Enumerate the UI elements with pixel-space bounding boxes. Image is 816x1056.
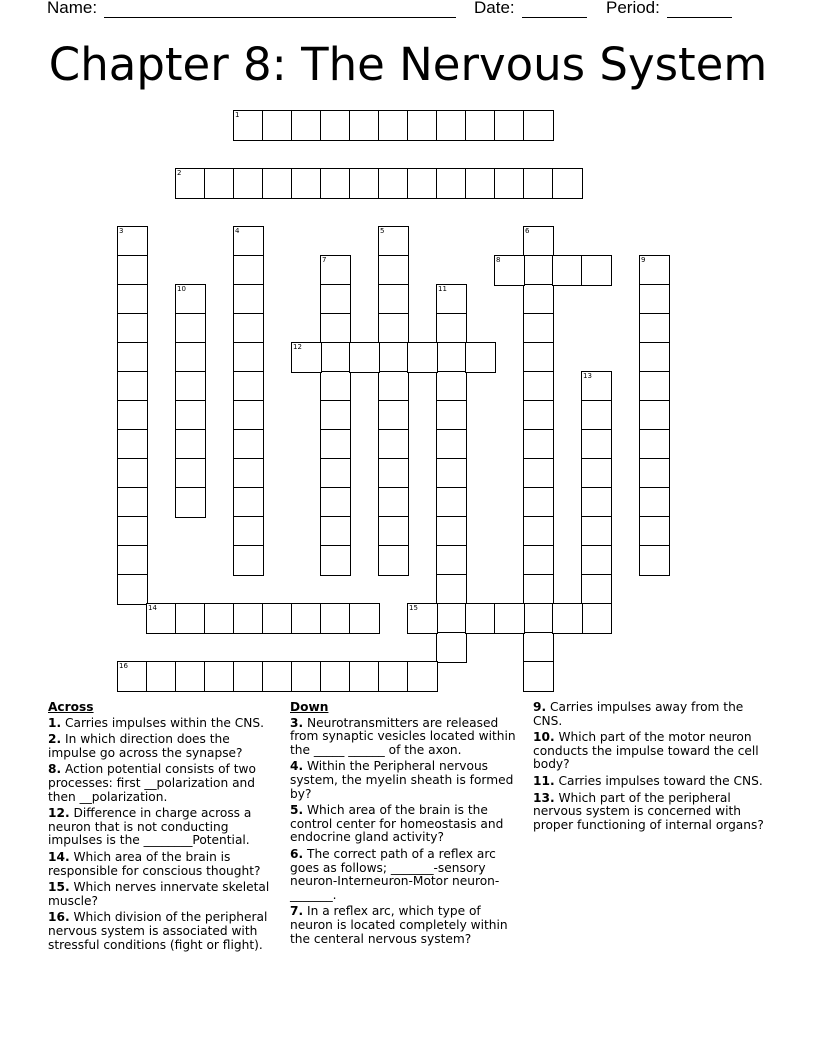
grid-cell[interactable] bbox=[117, 487, 148, 518]
grid-cell[interactable] bbox=[320, 342, 351, 373]
clue-item bbox=[48, 733, 278, 760]
grid-cell[interactable] bbox=[523, 400, 554, 431]
grid-cell[interactable] bbox=[523, 284, 554, 315]
grid-cell[interactable] bbox=[349, 168, 380, 199]
grid-cell[interactable] bbox=[436, 284, 467, 315]
grid-cell[interactable] bbox=[320, 545, 351, 576]
grid-cell[interactable] bbox=[378, 661, 409, 692]
clue-text: In a reflex arc, which type of neuron is located completely within the centeral nervous system? bbox=[290, 904, 508, 946]
grid-cell[interactable] bbox=[320, 429, 351, 460]
grid-cell[interactable] bbox=[436, 574, 467, 605]
grid-cell[interactable] bbox=[378, 255, 409, 286]
grid-cell[interactable] bbox=[117, 342, 148, 373]
grid-cell[interactable] bbox=[494, 110, 525, 141]
grid-cell[interactable] bbox=[175, 458, 206, 489]
clue-number: 13. bbox=[533, 790, 555, 805]
grid-cell[interactable] bbox=[175, 603, 206, 634]
grid-cell[interactable] bbox=[581, 371, 612, 402]
date-label: Date: bbox=[474, 0, 515, 17]
clue-number-label: 9 bbox=[641, 256, 646, 264]
clue-number: 6. bbox=[290, 846, 304, 861]
clue-text: Which part of the motor neuron conducts the impulse toward the cell body? bbox=[533, 730, 759, 772]
clue-item bbox=[48, 881, 278, 908]
grid-cell[interactable] bbox=[436, 110, 467, 141]
grid-cell[interactable] bbox=[291, 603, 322, 634]
clue-number: 8. bbox=[48, 762, 62, 777]
grid-cell[interactable] bbox=[233, 226, 264, 257]
grid-cell[interactable] bbox=[378, 371, 409, 402]
grid-cell[interactable] bbox=[581, 487, 612, 518]
grid-cell[interactable] bbox=[494, 603, 525, 634]
clue-item bbox=[533, 731, 773, 772]
grid-cell[interactable] bbox=[320, 284, 351, 315]
grid-cell[interactable] bbox=[436, 400, 467, 431]
grid-cell[interactable] bbox=[233, 342, 264, 373]
clue-number: 14. bbox=[48, 849, 70, 864]
grid-cell[interactable] bbox=[233, 516, 264, 547]
clue-number: 7. bbox=[290, 904, 304, 919]
grid-cell[interactable] bbox=[117, 371, 148, 402]
grid-cell[interactable] bbox=[233, 284, 264, 315]
clue-item bbox=[533, 775, 773, 789]
grid-cell[interactable] bbox=[233, 371, 264, 402]
grid-cell[interactable] bbox=[523, 516, 554, 547]
grid-cell[interactable] bbox=[233, 110, 264, 141]
period-label: Period: bbox=[606, 0, 660, 17]
grid-cell[interactable] bbox=[581, 516, 612, 547]
grid-cell[interactable] bbox=[320, 400, 351, 431]
grid-cell[interactable] bbox=[204, 661, 235, 692]
clue-number: 3. bbox=[290, 715, 304, 730]
clue-number: 1. bbox=[48, 715, 62, 730]
grid-cell[interactable] bbox=[378, 400, 409, 431]
grid-cell[interactable] bbox=[175, 313, 206, 344]
grid-cell[interactable] bbox=[233, 313, 264, 344]
grid-cell[interactable] bbox=[378, 342, 409, 373]
period-blank[interactable] bbox=[667, 17, 732, 18]
grid-cell[interactable] bbox=[262, 661, 293, 692]
grid-cell[interactable] bbox=[146, 661, 177, 692]
clue-item bbox=[48, 763, 278, 804]
grid-cell[interactable] bbox=[117, 516, 148, 547]
grid-cell[interactable] bbox=[233, 255, 264, 286]
clue-text: Carries impulses toward the CNS. bbox=[554, 773, 763, 788]
clue-number: 11. bbox=[533, 773, 555, 788]
clue-number-label: 2 bbox=[177, 169, 182, 177]
grid-cell[interactable] bbox=[320, 313, 351, 344]
clue-item bbox=[290, 905, 526, 946]
clue-number-label: 12 bbox=[293, 343, 302, 351]
grid-cell[interactable] bbox=[291, 661, 322, 692]
grid-cell[interactable] bbox=[175, 661, 206, 692]
grid-cell[interactable] bbox=[436, 429, 467, 460]
clue-number-label: 1 bbox=[235, 111, 240, 119]
grid-cell[interactable] bbox=[291, 110, 322, 141]
grid-cell[interactable] bbox=[117, 458, 148, 489]
grid-cell[interactable] bbox=[407, 603, 438, 634]
grid-cell[interactable] bbox=[523, 110, 554, 141]
clue-number-label: 10 bbox=[177, 285, 186, 293]
grid-cell[interactable] bbox=[465, 168, 496, 199]
clue-item bbox=[290, 717, 526, 758]
grid-cell[interactable] bbox=[581, 429, 612, 460]
clue-item bbox=[48, 911, 278, 952]
grid-cell[interactable] bbox=[378, 313, 409, 344]
clue-number: 5. bbox=[290, 803, 304, 818]
clue-item bbox=[48, 851, 278, 878]
grid-cell[interactable] bbox=[523, 632, 554, 663]
grid-cell[interactable] bbox=[436, 313, 467, 344]
grid-cell[interactable] bbox=[378, 284, 409, 315]
clue-text: Which area of the brain is the control center for homeostasis and endocrine gland activity? bbox=[290, 803, 504, 845]
down-heading: Down bbox=[290, 700, 329, 714]
grid-cell[interactable] bbox=[523, 168, 554, 199]
grid-cell[interactable] bbox=[523, 255, 554, 286]
grid-cell[interactable] bbox=[581, 458, 612, 489]
grid-cell[interactable] bbox=[436, 371, 467, 402]
clue-item bbox=[533, 701, 773, 728]
clue-item bbox=[48, 807, 278, 848]
grid-cell[interactable] bbox=[523, 545, 554, 576]
grid-cell[interactable] bbox=[378, 429, 409, 460]
page-title: Chapter 8: The Nervous System bbox=[48, 38, 768, 91]
grid-cell[interactable] bbox=[233, 603, 264, 634]
grid-cell[interactable] bbox=[320, 487, 351, 518]
clue-number: 15. bbox=[48, 880, 70, 895]
grid-cell[interactable] bbox=[639, 429, 670, 460]
grid-cell[interactable] bbox=[436, 545, 467, 576]
grid-cell[interactable] bbox=[639, 400, 670, 431]
grid-cell[interactable] bbox=[349, 661, 380, 692]
clue-number-label: 15 bbox=[409, 604, 418, 612]
grid-cell[interactable] bbox=[233, 458, 264, 489]
grid-cell[interactable] bbox=[117, 226, 148, 257]
grid-cell[interactable] bbox=[523, 371, 554, 402]
grid-cell[interactable] bbox=[175, 371, 206, 402]
grid-cell[interactable] bbox=[639, 371, 670, 402]
grid-cell[interactable] bbox=[581, 255, 612, 286]
clue-number-label: 14 bbox=[148, 604, 157, 612]
grid-cell[interactable] bbox=[523, 226, 554, 257]
grid-cell[interactable] bbox=[378, 516, 409, 547]
grid-cell[interactable] bbox=[407, 110, 438, 141]
date-blank[interactable] bbox=[522, 17, 587, 18]
clue-number-label: 8 bbox=[496, 256, 501, 264]
grid-cell[interactable] bbox=[117, 429, 148, 460]
grid-cell[interactable] bbox=[320, 516, 351, 547]
grid-cell[interactable] bbox=[349, 603, 380, 634]
grid-cell[interactable] bbox=[436, 342, 467, 373]
clue-item bbox=[533, 792, 773, 833]
clue-number-label: 7 bbox=[322, 256, 327, 264]
clue-number: 12. bbox=[48, 806, 70, 821]
grid-cell[interactable] bbox=[552, 168, 583, 199]
clue-item bbox=[290, 848, 526, 902]
grid-cell[interactable] bbox=[523, 342, 554, 373]
grid-cell[interactable] bbox=[407, 342, 438, 373]
grid-cell[interactable] bbox=[291, 342, 322, 373]
grid-cell[interactable] bbox=[378, 545, 409, 576]
grid-cell[interactable] bbox=[204, 168, 235, 199]
down-clues-continued bbox=[533, 701, 773, 835]
grid-cell[interactable] bbox=[523, 487, 554, 518]
clue-number: 2. bbox=[48, 732, 62, 747]
grid-cell[interactable] bbox=[349, 110, 380, 141]
grid-cell[interactable] bbox=[552, 603, 583, 634]
clue-number-label: 3 bbox=[119, 227, 124, 235]
clue-item bbox=[290, 760, 526, 801]
grid-cell[interactable] bbox=[465, 110, 496, 141]
grid-cell[interactable] bbox=[436, 516, 467, 547]
grid-cell[interactable] bbox=[378, 487, 409, 518]
grid-cell[interactable] bbox=[581, 400, 612, 431]
grid-cell[interactable] bbox=[117, 284, 148, 315]
grid-cell[interactable] bbox=[436, 458, 467, 489]
grid-cell[interactable] bbox=[494, 255, 525, 286]
grid-cell[interactable] bbox=[523, 574, 554, 605]
grid-cell[interactable] bbox=[639, 255, 670, 286]
grid-cell[interactable] bbox=[494, 168, 525, 199]
grid-cell[interactable] bbox=[552, 255, 583, 286]
grid-cell[interactable] bbox=[581, 574, 612, 605]
clue-item bbox=[48, 717, 278, 731]
clue-number-label: 13 bbox=[583, 372, 592, 380]
name-blank[interactable] bbox=[104, 17, 456, 18]
grid-cell[interactable] bbox=[523, 458, 554, 489]
grid-cell[interactable] bbox=[117, 574, 148, 605]
clue-text: Carries impulses within the CNS. bbox=[61, 715, 265, 730]
grid-cell[interactable] bbox=[436, 168, 467, 199]
grid-cell[interactable] bbox=[378, 458, 409, 489]
grid-cell[interactable] bbox=[233, 545, 264, 576]
grid-cell[interactable] bbox=[320, 371, 351, 402]
clue-number-label: 6 bbox=[525, 227, 530, 235]
clue-text: Which area of the brain is responsible for conscious thought? bbox=[48, 849, 261, 878]
clue-item bbox=[290, 804, 526, 845]
grid-cell[interactable] bbox=[233, 168, 264, 199]
grid-cell[interactable] bbox=[581, 603, 612, 634]
clue-text: Which division of the peripheral nervous system is associated with stressful conditions (fight or flight). bbox=[48, 910, 268, 952]
grid-cell[interactable] bbox=[349, 342, 380, 373]
across-heading: Across bbox=[48, 700, 94, 714]
clue-number-label: 16 bbox=[119, 662, 128, 670]
grid-cell[interactable] bbox=[262, 603, 293, 634]
grid-cell[interactable] bbox=[523, 313, 554, 344]
clue-number: 4. bbox=[290, 759, 304, 774]
clue-number: 10. bbox=[533, 730, 555, 745]
across-clues bbox=[48, 701, 278, 955]
grid-cell[interactable] bbox=[291, 168, 322, 199]
clue-text: Which part of the peripheral nervous system is concerned with proper functioning of internal organs? bbox=[533, 790, 764, 832]
grid-cell[interactable] bbox=[639, 516, 670, 547]
grid-cell[interactable] bbox=[175, 429, 206, 460]
down-clues bbox=[290, 701, 526, 949]
grid-cell[interactable] bbox=[465, 342, 496, 373]
grid-cell[interactable] bbox=[117, 400, 148, 431]
grid-cell[interactable] bbox=[581, 545, 612, 576]
grid-cell[interactable] bbox=[639, 313, 670, 344]
clue-number-label: 11 bbox=[438, 285, 447, 293]
grid-cell[interactable] bbox=[175, 487, 206, 518]
grid-cell[interactable] bbox=[262, 110, 293, 141]
clue-text: Neurotransmitters are released from synaptic vesicles located within the _____ ______ of the axon. bbox=[290, 715, 516, 757]
grid-cell[interactable] bbox=[320, 458, 351, 489]
grid-cell[interactable] bbox=[204, 603, 235, 634]
grid-cell[interactable] bbox=[262, 168, 293, 199]
grid-cell[interactable] bbox=[523, 429, 554, 460]
name-label: Name: bbox=[47, 0, 98, 17]
grid-cell[interactable] bbox=[117, 255, 148, 286]
grid-cell[interactable] bbox=[233, 487, 264, 518]
grid-cell[interactable] bbox=[523, 603, 554, 634]
clue-text: Which nerves innervate skeletal muscle? bbox=[48, 880, 270, 908]
grid-cell[interactable] bbox=[320, 603, 351, 634]
clue-text: The correct path of a reflex arc goes as follows; _______-sensory neuron-Interneuron-Motor neuron-_______. bbox=[290, 846, 500, 902]
clue-text: In which direction does the impulse go across the synapse? bbox=[48, 732, 243, 760]
grid-cell[interactable] bbox=[175, 168, 206, 199]
grid-cell[interactable] bbox=[436, 487, 467, 518]
grid-cell[interactable] bbox=[117, 545, 148, 576]
grid-cell[interactable] bbox=[523, 661, 554, 692]
clue-number: 9. bbox=[533, 700, 547, 714]
grid-cell[interactable] bbox=[320, 168, 351, 199]
clue-number: 16. bbox=[48, 910, 70, 925]
grid-cell[interactable] bbox=[175, 342, 206, 373]
grid-cell[interactable] bbox=[436, 632, 467, 663]
clue-text: Within the Peripheral nervous system, the myelin sheath is formed by? bbox=[290, 759, 514, 801]
clue-number-label: 5 bbox=[380, 227, 385, 235]
grid-cell[interactable] bbox=[465, 603, 496, 634]
grid-cell[interactable] bbox=[378, 226, 409, 257]
grid-cell[interactable] bbox=[639, 284, 670, 315]
grid-cell[interactable] bbox=[175, 284, 206, 315]
grid-cell[interactable] bbox=[436, 603, 467, 634]
grid-cell[interactable] bbox=[175, 400, 206, 431]
grid-cell[interactable] bbox=[407, 661, 438, 692]
grid-cell[interactable] bbox=[233, 429, 264, 460]
grid-cell[interactable] bbox=[378, 168, 409, 199]
clue-number-label: 4 bbox=[235, 227, 240, 235]
clue-text: Difference in charge across a neuron that is not conducting impulses is the ________Potential. bbox=[48, 806, 252, 848]
clue-text: Action potential consists of two processes: first __polarization and then __polarization. bbox=[48, 762, 256, 804]
grid-cell[interactable] bbox=[320, 661, 351, 692]
grid-cell[interactable] bbox=[639, 342, 670, 373]
grid-cell[interactable] bbox=[320, 110, 351, 141]
grid-cell[interactable] bbox=[639, 458, 670, 489]
grid-cell[interactable] bbox=[233, 661, 264, 692]
grid-cell[interactable] bbox=[639, 545, 670, 576]
grid-cell[interactable] bbox=[639, 487, 670, 518]
clue-text: Carries impulses away from the CNS. bbox=[533, 700, 744, 728]
grid-cell[interactable] bbox=[378, 110, 409, 141]
grid-cell[interactable] bbox=[146, 603, 177, 634]
grid-cell[interactable] bbox=[233, 400, 264, 431]
grid-cell[interactable] bbox=[407, 168, 438, 199]
grid-cell[interactable] bbox=[320, 255, 351, 286]
grid-cell[interactable] bbox=[117, 661, 148, 692]
grid-cell[interactable] bbox=[117, 313, 148, 344]
